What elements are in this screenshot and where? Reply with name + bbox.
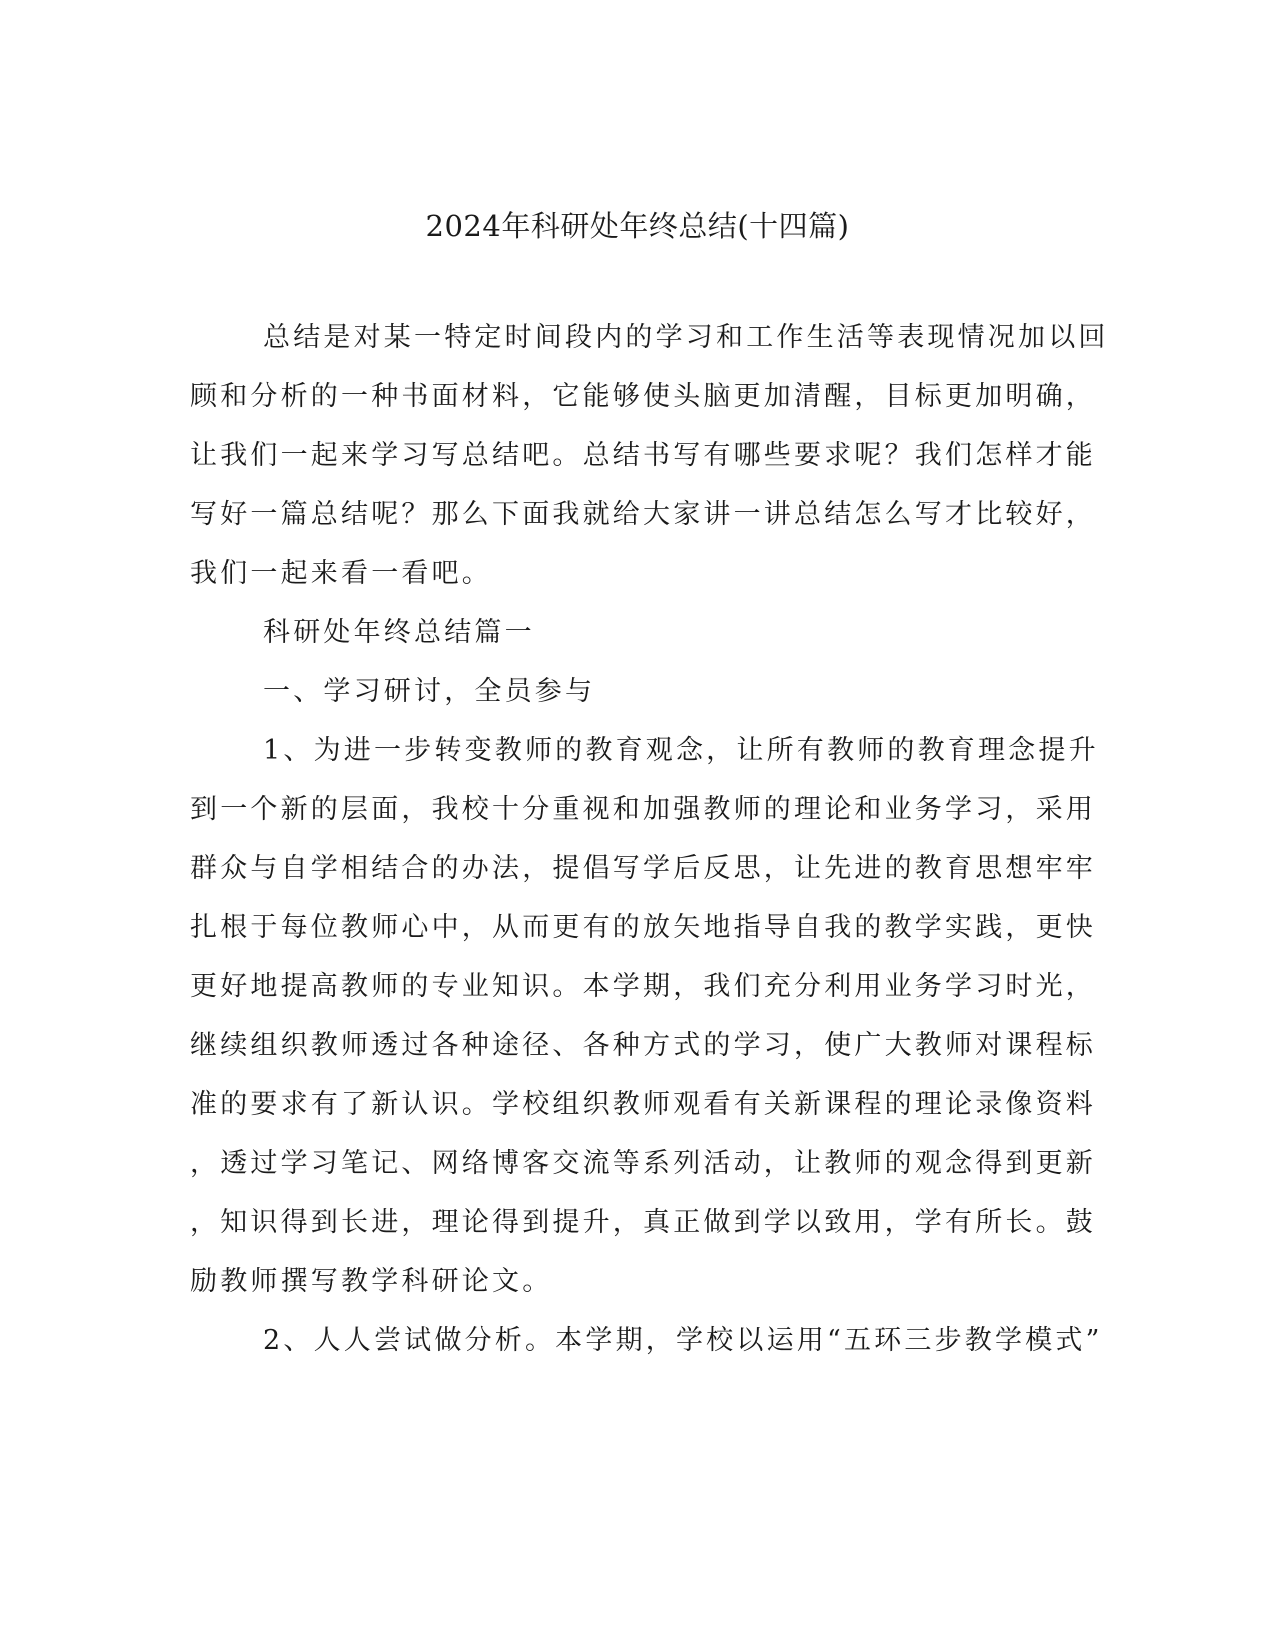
document-title: 2024年科研处年终总结(十四篇)	[425, 209, 850, 243]
paragraph-line: ，透过学习笔记、网络博客交流等系列活动，让教师的观念得到更新	[190, 1148, 1096, 1179]
paragraph-line: 我们一起来看一看吧。	[190, 558, 492, 589]
paragraph-line: 2、人人尝试做分析。本学期，学校以运用“五环三步教学模式”	[263, 1325, 1103, 1356]
paragraph-line: 准的要求有了新认识。学校组织教师观看有关新课程的理论录像资料	[190, 1089, 1096, 1120]
paragraph-line: 总结是对某一特定时间段内的学习和工作生活等表现情况加以回	[263, 322, 1109, 353]
paragraph-line: 群众与自学相结合的办法，提倡写学后反思，让先进的教育思想牢牢	[190, 853, 1096, 884]
paragraph-line: 1、为进一步转变教师的教育观念，让所有教师的教育理念提升	[263, 735, 1099, 766]
paragraph-line: 到一个新的层面，我校十分重视和加强教师的理论和业务学习，采用	[190, 794, 1096, 825]
paragraph-line: 让我们一起来学习写总结吧。总结书写有哪些要求呢？我们怎样才能	[190, 440, 1096, 471]
paragraph-line: 扎根于每位教师心中，从而更有的放矢地指导自我的教学实践，更快	[190, 912, 1096, 943]
paragraph-line: 更好地提高教师的专业知识。本学期，我们充分利用业务学习时光，	[190, 971, 1096, 1002]
paragraph-line: 写好一篇总结呢？那么下面我就给大家讲一讲总结怎么写才比较好，	[190, 499, 1096, 530]
paragraph-line: 励教师撰写教学科研论文。	[190, 1266, 553, 1297]
paragraph-line: 顾和分析的一种书面材料，它能够使头脑更加清醒，目标更加明确，	[190, 381, 1096, 412]
sub-heading: 一、学习研讨，全员参与	[263, 676, 596, 707]
section-heading: 科研处年终总结篇一	[263, 617, 535, 648]
paragraph-line: 继续组织教师透过各种途径、各种方式的学习，使广大教师对课程标	[190, 1030, 1096, 1061]
paragraph-line: ，知识得到长进，理论得到提升，真正做到学以致用，学有所长。鼓	[190, 1207, 1096, 1238]
